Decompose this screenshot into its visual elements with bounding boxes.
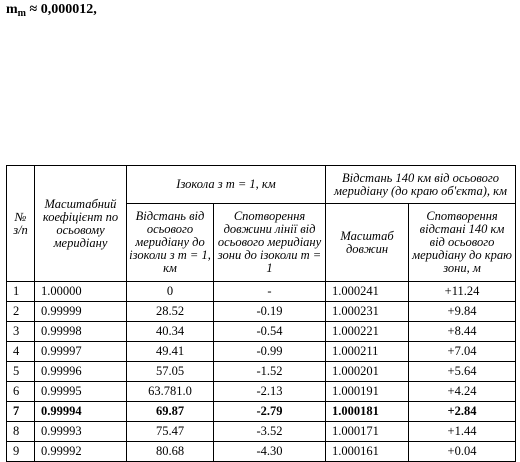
cell-distance-axial: 49.41 — [127, 342, 214, 362]
header-distance-140: Відстань 140 км від осьового меридіану (до краю об'єкта), км — [326, 166, 516, 204]
cell-scale-coefficient: 0.99995 — [35, 382, 127, 402]
cell-distortion-140: +1.44 — [409, 422, 516, 442]
table-row — [7, 282, 516, 302]
cell-distortion-line: -0.54 — [214, 322, 326, 342]
cell-distortion-140: +7.04 — [409, 342, 516, 362]
cell-distortion-line: -0.99 — [214, 342, 326, 362]
cell-number: 7 — [7, 402, 35, 422]
cell-distortion-line: -2.13 — [214, 382, 326, 402]
table-row — [7, 402, 516, 422]
cell-distance-axial: 28.52 — [127, 302, 214, 322]
cell-scale-length: 1.000191 — [326, 382, 409, 402]
cell-number: 5 — [7, 362, 35, 382]
cell-scale-length: 1.000181 — [326, 402, 409, 422]
cell-scale-coefficient: 0.99999 — [35, 302, 127, 322]
formula-subscript: m — [17, 8, 27, 19]
cell-scale-length: 1.000231 — [326, 302, 409, 322]
table-row — [7, 322, 516, 342]
cell-distance-axial: 80.68 — [127, 442, 214, 462]
cell-distortion-140: +4.24 — [409, 382, 516, 402]
header-distortion-line: Спотворення довжини лінії від осьового меридіану зони до ізоколи m = 1 — [214, 204, 326, 282]
header-distance-axial: Відстань від осьового меридіану до ізоколи з m = 1, км — [127, 204, 214, 282]
formula-symbol: m — [6, 2, 18, 17]
table-row — [7, 382, 516, 402]
cell-scale-coefficient: 0.99992 — [35, 442, 127, 462]
cell-distortion-140: +9.84 — [409, 302, 516, 322]
header-isocol: Ізокола з m = 1, км — [127, 166, 326, 204]
cell-distance-axial: 57.05 — [127, 362, 214, 382]
cell-distortion-140: +0.04 — [409, 442, 516, 462]
cell-scale-length: 1.000171 — [326, 422, 409, 442]
cell-distance-axial: 69.87 — [127, 402, 214, 422]
scale-distortion-table — [6, 165, 516, 462]
header-scale-length: Масштаб довжин — [326, 204, 409, 282]
cell-distance-axial: 40.34 — [127, 322, 214, 342]
cell-distortion-line: -2.79 — [214, 402, 326, 422]
cell-number: 4 — [7, 342, 35, 362]
header-distortion-140: Спотворення відстані 140 км від осьового меридіану до краю зони, м — [409, 204, 516, 282]
cell-distortion-line: -0.19 — [214, 302, 326, 322]
cell-distortion-line: -4.30 — [214, 442, 326, 462]
cell-number: 2 — [7, 302, 35, 322]
cell-scale-length: 1.000221 — [326, 322, 409, 342]
cell-distortion-140: +8.44 — [409, 322, 516, 342]
cell-scale-coefficient: 0.99996 — [35, 362, 127, 382]
cell-distortion-line: -1.52 — [214, 362, 326, 382]
header-number: № з/п — [7, 166, 35, 282]
table-row — [7, 342, 516, 362]
table-row — [7, 422, 516, 442]
cell-number: 1 — [7, 282, 35, 302]
cell-distortion-140: +11.24 — [409, 282, 516, 302]
cell-scale-coefficient: 0.99994 — [35, 402, 127, 422]
cell-scale-length: 1.000241 — [326, 282, 409, 302]
cell-scale-coefficient: 0.99998 — [35, 322, 127, 342]
cell-number: 6 — [7, 382, 35, 402]
cell-scale-length: 1.000161 — [326, 442, 409, 462]
cell-scale-coefficient: 0.99993 — [35, 422, 127, 442]
table-body — [7, 282, 516, 462]
formula-text — [6, 2, 97, 19]
header-scale-coefficient: Масштабний коефіцієнт по осьовому меридіану — [35, 166, 127, 282]
cell-distortion-140: +5.64 — [409, 362, 516, 382]
cell-number: 9 — [7, 442, 35, 462]
table-row — [7, 362, 516, 382]
cell-scale-coefficient: 0.99997 — [35, 342, 127, 362]
cell-distortion-line: - — [214, 282, 326, 302]
cell-scale-coefficient: 1.00000 — [35, 282, 127, 302]
cell-distortion-140: +2.84 — [409, 402, 516, 422]
table-row — [7, 302, 516, 322]
cell-number: 8 — [7, 422, 35, 442]
cell-distance-axial: 0 — [127, 282, 214, 302]
cell-scale-length: 1.000211 — [326, 342, 409, 362]
cell-scale-length: 1.000201 — [326, 362, 409, 382]
table-row — [7, 442, 516, 462]
cell-distance-axial: 63.781.0 — [127, 382, 214, 402]
cell-distortion-line: -3.52 — [214, 422, 326, 442]
cell-number: 3 — [7, 322, 35, 342]
formula-value: ≈ 0,000012, — [29, 2, 97, 17]
cell-distance-axial: 75.47 — [127, 422, 214, 442]
